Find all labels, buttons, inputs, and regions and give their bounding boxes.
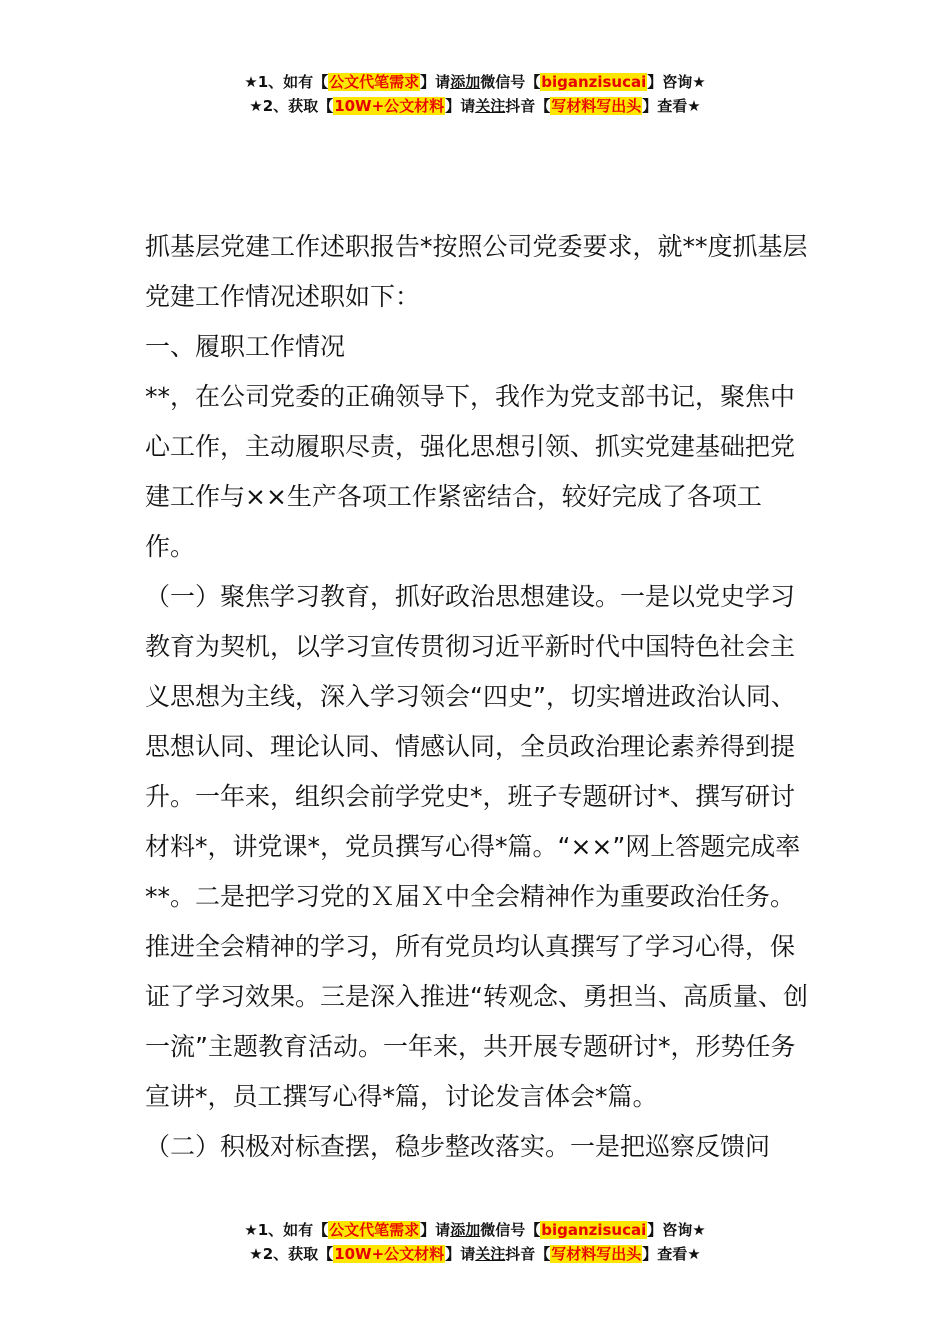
banner-text: ★2、获取【	[249, 1245, 334, 1263]
wechat-id-tag: biganzisucai	[541, 73, 647, 91]
emphasis-text: 添加	[450, 1221, 481, 1239]
highlight-tag: 公文代笔需求	[329, 73, 420, 91]
banner-text: 】请	[420, 73, 451, 91]
banner-text: 抖音【	[505, 1245, 551, 1263]
emphasis-text: 关注	[475, 97, 506, 115]
banner-text: 】查看★	[642, 1245, 701, 1263]
paragraph: **，在公司党委的正确领导下，我作为党支部书记，聚焦中心工作，主动履职尽责，强化思想引领、抓实党建基础把党建工作与××生产各项工作紧密结合，较好完成了各项工作。	[145, 382, 796, 561]
document-body	[145, 222, 810, 1172]
banner-line-1	[0, 70, 950, 94]
section-heading: 一、履职工作情况	[145, 332, 346, 361]
banner-line-2	[0, 1242, 950, 1266]
banner-text: 微信号【	[480, 1221, 541, 1239]
banner-line-2	[0, 94, 950, 118]
paragraph: （一）聚焦学习教育，抓好政治思想建设。一是以党史学习教育为契机，以学习宣传贯彻习近平新时代中国特色社会主义思想为主线，深入学习领会“四史”，切实增进政治认同、思想认同、理论认同、情感认同，全员政治理论素养得到提升。一年来，组织会前学党史*，班子专题研讨*、撰写研讨材料*，讲党课*，党员撰写心得*篇。“××”网上答题完成率**。二是把学习党的Ｘ届Ｘ中全会精神作为重要政治任务。推进全会精神的学习，所有党员均认真撰写了学习心得，保证了学习效果。三是深入推进“转观念、勇担当、高质量、创一流”主题教育活动。一年来，共开展专题研讨*，形势任务宣讲*，员工撰写心得*篇，讨论发言体会*篇。	[145, 582, 808, 1111]
banner-text: ★1、如有【	[244, 73, 329, 91]
banner-text: 抖音【	[505, 97, 551, 115]
header-banner	[0, 70, 950, 118]
douyin-id-tag: 写材料写出头	[551, 97, 642, 115]
highlight-tag: 10W+公文材料	[334, 1245, 445, 1263]
footer-banner	[0, 1218, 950, 1266]
banner-text: 】请	[445, 97, 476, 115]
banner-text: 】查看★	[642, 97, 701, 115]
banner-text: 】请	[420, 1221, 451, 1239]
highlight-tag: 公文代笔需求	[329, 1221, 420, 1239]
banner-text: 】请	[445, 1245, 476, 1263]
banner-text: ★2、获取【	[249, 97, 334, 115]
highlight-tag: 10W+公文材料	[334, 97, 445, 115]
douyin-id-tag: 写材料写出头	[551, 1245, 642, 1263]
banner-text: 】咨询★	[647, 73, 706, 91]
paragraph-intro: 抓基层党建工作述职报告*按照公司党委要求，就**度抓基层党建工作情况述职如下：	[145, 232, 808, 311]
banner-line-1	[0, 1218, 950, 1242]
emphasis-text: 关注	[475, 1245, 506, 1263]
banner-text: ★1、如有【	[244, 1221, 329, 1239]
wechat-id-tag: biganzisucai	[541, 1221, 647, 1239]
banner-text: 】咨询★	[647, 1221, 706, 1239]
banner-text: 微信号【	[480, 73, 541, 91]
emphasis-text: 添加	[450, 73, 481, 91]
paragraph: （二）积极对标查摆，稳步整改落实。一是把巡察反馈问	[145, 1132, 771, 1161]
